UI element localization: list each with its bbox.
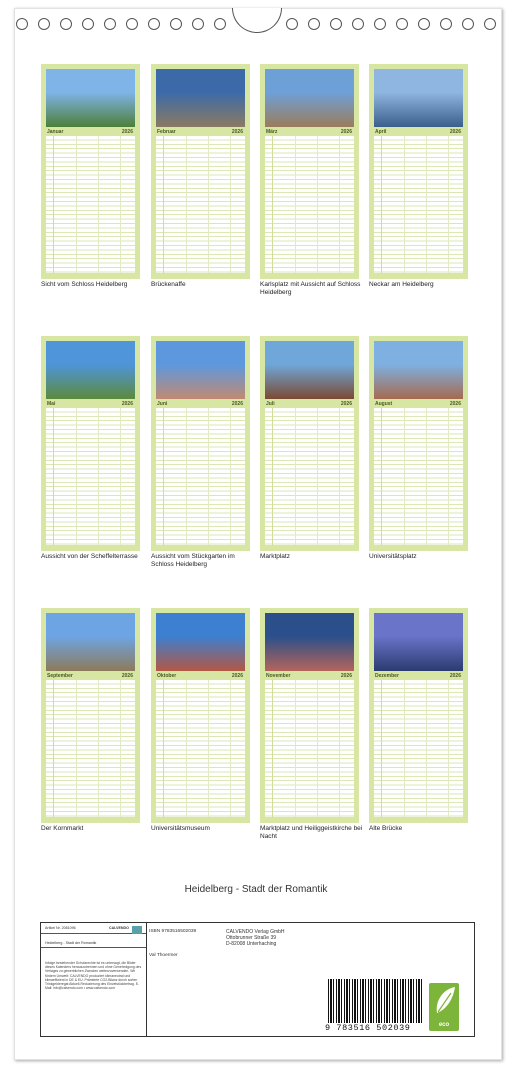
grid-column-line [448,680,449,817]
day-grid [46,408,135,545]
grid-column-line [76,680,77,817]
binding-hole [82,18,94,30]
month-caption: Universitätsplatz [369,553,417,560]
day-grid [156,680,245,817]
binding-hole [396,18,408,30]
day-grid [265,136,354,273]
month-year: 2026 [449,401,461,407]
month-header [46,672,135,680]
grid-column-line [426,408,427,545]
grid-column-line [404,408,405,545]
publisher-address [226,929,285,948]
binding-hole [214,18,226,30]
day-grid [374,680,463,817]
day-grid [46,136,135,273]
grid-column-line [295,136,296,273]
month-card [369,336,468,551]
calvendo-brand-small: CALVENDO [109,926,129,930]
short-title: Heidelberg - Stadt der Romantik [45,941,97,945]
grid-column-line [295,680,296,817]
month-year: 2026 [449,673,461,679]
month-caption: Der Kornmarkt [41,825,84,832]
binding-hole [462,18,474,30]
calvendo-logo-icon [132,926,142,934]
grid-column-line [295,408,296,545]
month-photo [265,613,354,671]
month-photo [374,613,463,671]
month-header [374,400,463,408]
month-year: 2026 [121,401,133,407]
month-name: Januar [47,129,64,135]
month-photo [265,69,354,127]
month-year: 2026 [449,129,461,135]
leaf-icon [429,983,459,1017]
month-year: 2026 [121,673,133,679]
grid-column-line [317,408,318,545]
grid-column-line [120,408,121,545]
grid-column-line [448,408,449,545]
month-header [156,400,245,408]
month-photo [156,69,245,127]
month-name: Dezember [375,673,399,679]
eco-label: eco [438,1022,450,1028]
article-number: Artikel Nr. 2081096 [45,926,76,930]
publisher-line: Ottobrunner Straße 39 [226,935,277,942]
binding-hole [16,18,28,30]
binding-hole [104,18,116,30]
month-card [260,336,359,551]
grid-column-line [339,680,340,817]
month-year: 2026 [121,129,133,135]
grid-column-line [339,408,340,545]
binding-hole [192,18,204,30]
month-name: September [47,673,73,679]
month-photo [46,341,135,399]
grid-column-line [230,680,231,817]
month-year: 2026 [231,401,243,407]
month-caption: Alte Brücke [369,825,403,832]
month-card [151,336,250,551]
grid-column-line [426,680,427,817]
month-card [369,64,468,279]
month-card [260,608,359,823]
grid-column-line [339,136,340,273]
day-grid [374,408,463,545]
month-header [156,672,245,680]
month-year: 2026 [340,673,352,679]
binding-hole [308,18,320,30]
binding-hole [170,18,182,30]
grid-column-line [98,680,99,817]
month-name: April [375,129,387,135]
publisher-line: CALVENDO Verlag GmbH [226,929,285,935]
binding-hole [352,18,364,30]
day-grid [46,680,135,817]
month-caption: Brückenaffe [151,281,186,288]
barcode-number: 9 783516 502039 [325,1023,411,1033]
binding-hole [286,18,298,30]
month-name: August [375,401,393,407]
month-year: 2026 [231,129,243,135]
grid-column-line [208,136,209,273]
grid-column-line [120,136,121,273]
author: Val Thoermer [149,953,178,958]
day-grid [156,136,245,273]
month-header [46,400,135,408]
eco-badge [429,983,459,1031]
month-card [41,64,140,279]
month-photo [156,341,245,399]
grid-column-line [120,680,121,817]
month-photo [156,613,245,671]
binding-hole [330,18,342,30]
month-photo [46,613,135,671]
grid-column-line [317,136,318,273]
month-caption: Universitätsmuseum [151,825,210,832]
month-card [41,608,140,823]
month-card [369,608,468,823]
month-name: Juni [157,401,168,407]
binding-hole [148,18,160,30]
month-header [265,672,354,680]
month-year: 2026 [340,401,352,407]
grid-column-line [186,680,187,817]
day-grid [374,136,463,273]
grid-column-line [404,136,405,273]
month-photo [46,69,135,127]
binding-hole [440,18,452,30]
info-left-column [41,923,147,1036]
short-title-row [41,939,146,948]
binding-hole [38,18,50,30]
barcode [328,979,424,1023]
grid-column-line [76,408,77,545]
month-card [41,336,140,551]
month-caption: Neckar am Heidelberg [369,281,434,288]
publisher-line: D-82008 Unterhaching [226,941,277,948]
month-card [151,64,250,279]
month-header [374,128,463,136]
binding-hole [484,18,496,30]
calendar-title: Heidelberg - Stadt der Romantik [184,884,328,895]
grid-column-line [76,136,77,273]
grid-column-line [317,680,318,817]
info-box [40,922,475,1037]
month-header [46,128,135,136]
month-name: November [266,673,291,679]
day-grid [156,408,245,545]
month-name: Oktober [157,673,177,679]
grid-column-line [426,136,427,273]
grid-column-line [186,408,187,545]
binding-hole [60,18,72,30]
grid-column-line [186,136,187,273]
month-caption: Marktplatz und Heiliggeistkirche bei Nacht [260,825,363,840]
month-name: Juli [266,401,275,407]
grid-column-line [208,680,209,817]
day-grid [265,680,354,817]
grid-column-line [98,408,99,545]
grid-column-line [230,136,231,273]
month-header [265,400,354,408]
month-card [151,608,250,823]
month-name: Mai [47,401,56,407]
binding-hole [126,18,138,30]
grid-column-line [208,408,209,545]
month-header [156,128,245,136]
month-year: 2026 [231,673,243,679]
month-photo [374,341,463,399]
month-year: 2026 [340,129,352,135]
month-header [265,128,354,136]
month-caption: Sicht vom Schloss Heidelberg [41,281,128,288]
month-photo [265,341,354,399]
isbn: ISBN 9783516502039 [149,929,197,934]
article-row [41,923,146,934]
binding-hole [418,18,430,30]
grid-column-line [448,136,449,273]
grid-column-line [404,680,405,817]
binding-hole [374,18,386,30]
month-header [374,672,463,680]
fine-print: Infolge bestehender Schutzrechte ist es untersagt, die Bilder dieses Kalenders herauszutrennen und ohne Genehmigung des Verlages zu gewerblichen Zwecken weiterzuverwenden. Wir fördern Umwelt: CALVENDO produziert klimaneutral und klimaeffizient in DE & EU. Prämierte CO2-Bilanz durch sorten Trinkgelderegat Aktuell-Reduzierung des Einzelstückbetrag. E-Mail: info@calvendo.com • www.calvendo.com [45,961,142,991]
day-grid [265,408,354,545]
grid-column-line [98,136,99,273]
month-card [260,64,359,279]
month-caption: Aussicht vom Stückgarten im Schloss Heidelberg [151,553,235,568]
month-caption: Aussicht von der Scheffelterrasse [41,553,138,560]
month-caption: Karlsplatz mit Aussicht auf Schloss Heidelberg [260,281,361,296]
month-name: März [266,129,278,135]
month-caption: Marktplatz [260,553,290,560]
grid-column-line [230,408,231,545]
month-photo [374,69,463,127]
month-name: Februar [157,129,176,135]
